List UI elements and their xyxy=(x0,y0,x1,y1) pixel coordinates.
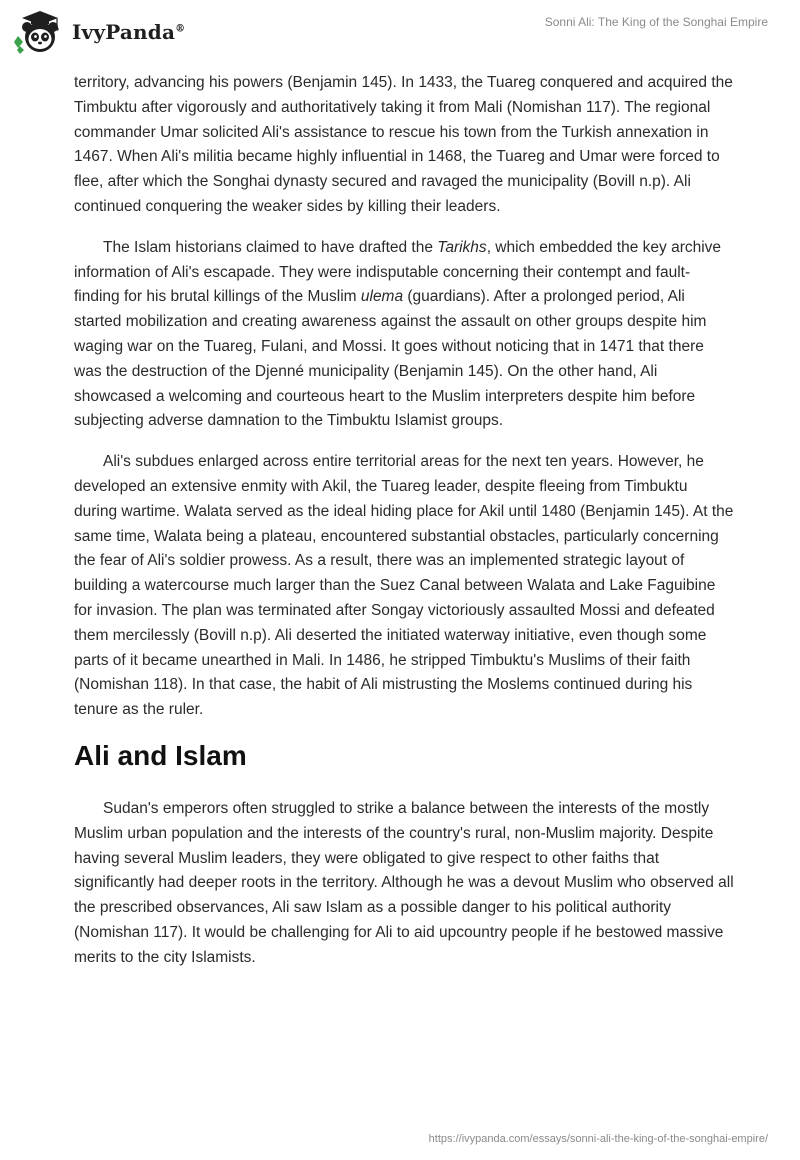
paragraph-2-part-a: The Islam historians claimed to have drafted the xyxy=(103,238,438,256)
essay-content xyxy=(74,71,734,987)
paragraph-2-part-c: , which embedded the key archive information of Ali's escapade. They were indisputable concerning their contempt and fault-finding for his brutal killings of the Muslim xyxy=(74,238,722,306)
tarikhs-term: Tarikhs xyxy=(437,238,487,256)
panda-mascot-icon xyxy=(14,8,66,56)
paragraph-4: Sudan's emperors often struggled to strike a balance between the interests of the mostly Muslim urban population and the interests of the country's rural, non-Muslim majority. Despite having several Muslim leaders, they were obligated to give respect to other faiths that significantly had deeper roots in the territory. Although he was a devout Muslim who observed all the prescribed observances, Ali saw Islam as a possible danger to his political authority (Nomishan 117). It would be challenging for Ali to aid upcountry people if he bestowed massive merits to the city Islamists. xyxy=(74,799,734,966)
paragraph-2 xyxy=(74,236,734,434)
brand-name xyxy=(72,20,185,44)
section-heading: Ali and Islam xyxy=(74,739,247,771)
ulema-term: ulema xyxy=(360,288,404,306)
paragraph-3: Ali's subdues enlarged across entire territorial areas for the next ten years. However, he developed an extensive enmity with Akil, the Tuareg leader, despite fleeing from Timbuktu during wartime. Walata served as the ideal hiding place for Akil until 1480 (Benjamin 145). At the same time, Walata being a plateau, encountered substantial obstacles, particularly concerning the fear of Ali's soldier prowess. As a result, there was an implemented strategic layout of building a watercourse much larger than the Suez Canal between Walata and Lake Faguibine for invasion. The plan was terminated after Songay victoriously assaulted Mossi and defeated them mercilessly (Bovill n.p). Ali deserted the initiated waterway initiative, even though some parts of it became unearthed in Mali. In 1486, he stripped Timbuktu's Muslims of their faith (Nomishan 118). In that case, the habit of Ali mistrusting the Moslems continued during his tenure as the ruler. xyxy=(74,453,734,719)
paragraph-2-part-e: (guardians). After a prolonged period, Ali started mobilization and creating awareness against the assault on other groups despite him waging war on the Tuareg, Fulani, and Mossi. It goes without noticing that in 1471 that there was the destruction of the Djenné municipality (Benjamin 145). On the other hand, Ali showcased a welcoming and courteous heart to the Muslim interpreters despite him before subjecting adverse damnation to the Timbuktu Islamist groups. xyxy=(74,288,707,430)
brand-text: IvyPanda xyxy=(72,20,176,44)
paragraph-1: territory, advancing his powers (Benjamin 145). In 1433, the Tuareg conquered and acquired the Timbuktu after vigorously and authoritatively taking it from Mali (Nomishan 117). The regional commander Umar solicited Ali's assistance to rescue his town from the Turkish annexation in 1467. When Ali's militia became highly influential in 1468, the Tuareg and Umar were forced to flee, after which the Songhai dynasty secured and ravaged the municipality (Bovill n.p). Ali continued conquering the weaker sides by killing their leaders. xyxy=(74,74,733,215)
source-url[interactable]: https://ivypanda.com/essays/sonni-ali-the-king-of-the-songhai-empire/ xyxy=(428,1133,768,1145)
registered-mark: ® xyxy=(175,23,186,35)
running-title: Sonni Ali: The King of the Songhai Empire xyxy=(544,15,768,29)
page-header xyxy=(0,0,800,70)
ivypanda-logo[interactable] xyxy=(14,8,214,56)
